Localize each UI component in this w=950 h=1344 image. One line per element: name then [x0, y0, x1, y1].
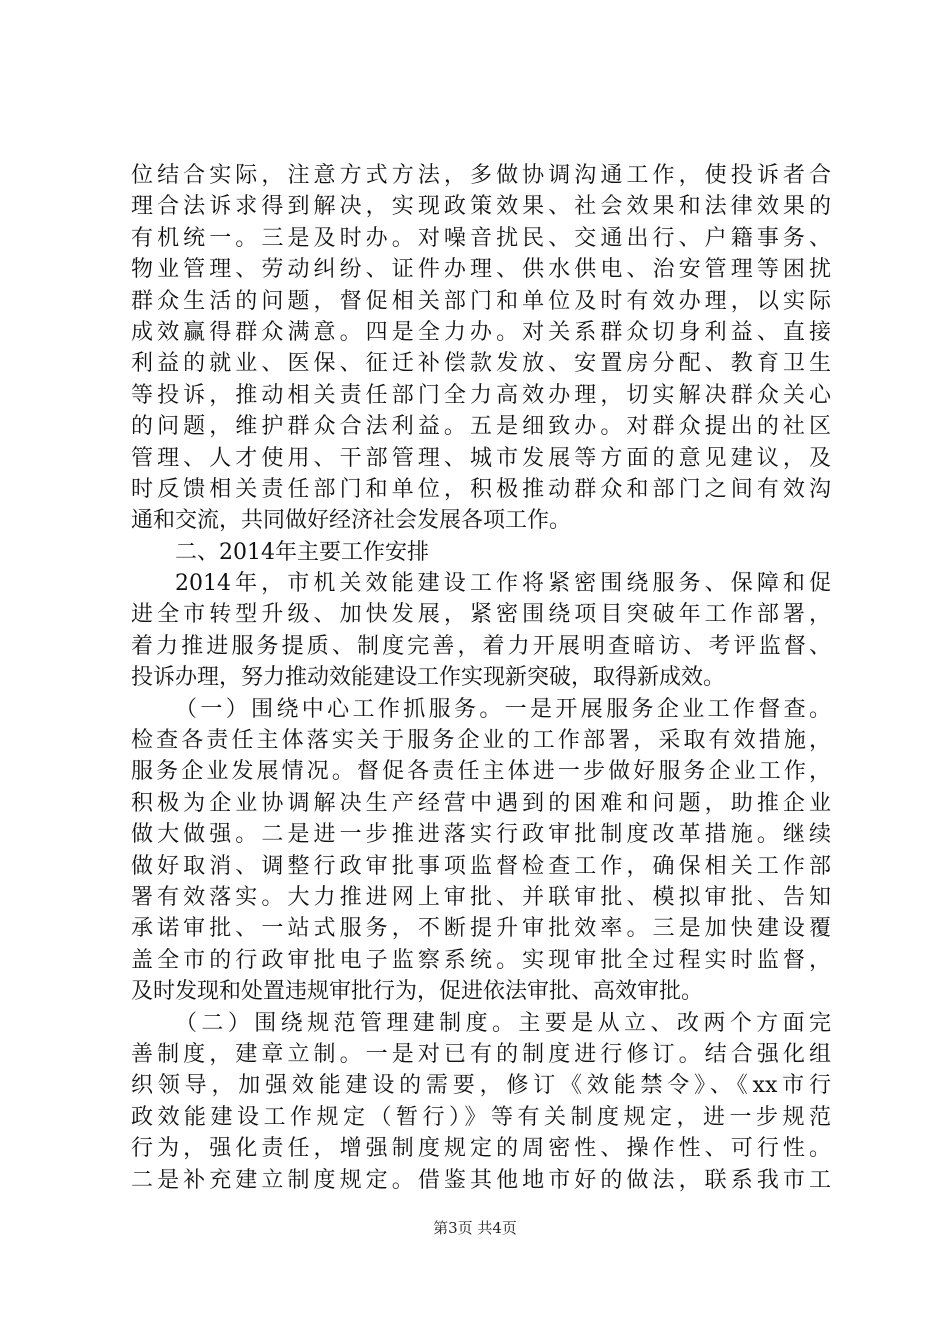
paragraph-line: 投诉办理，努力推动效能建设工作实现新突破，取得新成效。	[131, 665, 726, 691]
paragraph-line: （一）围绕中心工作抓服务。一是开展服务企业工作督查。	[175, 696, 831, 722]
paragraph-line: 着力推进服务提质、制度完善，着力开展明查暗访、考评监督、	[131, 633, 831, 659]
paragraph-line: 通和交流，共同做好经济社会发展各项工作。	[131, 508, 572, 534]
page-footer: 第3页 共4页	[433, 1219, 517, 1237]
paragraph-line: 有机统一。三是及时办。对噪音扰民、交通出行、户籍事务、	[131, 225, 831, 251]
paragraph-line: 理合法诉求得到解决，实现政策效果、社会效果和法律效果的	[131, 194, 831, 220]
paragraph-line: 做好取消、调整行政审批事项监督检查工作，确保相关工作部	[131, 853, 831, 879]
paragraph-line: 检查各责任主体落实关于服务企业的工作部署，采取有效措施，	[131, 728, 831, 754]
paragraph-line: 及时发现和处置违规审批行为，促进依法审批、高效审批。	[131, 979, 704, 1005]
paragraph-line: 管理、人才使用、干部管理、城市发展等方面的意见建议，及	[131, 445, 831, 471]
paragraph-line: 做大做强。二是进一步推进落实行政审批制度改革措施。继续	[131, 822, 831, 848]
paragraph-line: 时反馈相关责任部门和单位，积极推动群众和部门之间有效沟	[131, 476, 831, 502]
paragraph-line: 承诺审批、一站式服务，不断提升审批效率。三是加快建设覆	[131, 916, 831, 942]
paragraph-line: 积极为企业协调解决生产经营中遇到的困难和问题，助推企业	[131, 790, 831, 816]
paragraph-line: 服务企业发展情况。督促各责任主体进一步做好服务企业工作，	[131, 759, 831, 785]
paragraph-line: 位结合实际，注意方式方法，多做协调沟通工作，使投诉者合	[131, 163, 831, 188]
paragraph-line: （二）围绕规范管理建制度。主要是从立、改两个方面完	[175, 1010, 831, 1036]
paragraph-line: 行为，强化责任，增强制度规定的周密性、操作性、可行性。	[131, 1136, 831, 1162]
paragraph-line: 群众生活的问题，督促相关部门和单位及时有效办理，以实际	[131, 288, 831, 314]
document-body	[131, 160, 831, 1196]
paragraph-line: 成效赢得群众满意。四是全力办。对关系群众切身利益、直接	[131, 319, 831, 345]
paragraph-line: 善制度，建章立制。一是对已有的制度进行修订。结合强化组	[131, 1041, 831, 1067]
paragraph-line: 二是补充建立制度规定。借鉴其他地市好的做法，联系我市工	[131, 1167, 831, 1193]
paragraph-line: 署有效落实。大力推进网上审批、并联审批、模拟审批、告知	[131, 884, 831, 910]
paragraph-line: 的问题，维护群众合法利益。五是细致办。对群众提出的社区	[131, 414, 831, 440]
paragraph-line: 物业管理、劳动纠纷、证件办理、供水供电、治安管理等困扰	[131, 257, 831, 283]
paragraph-line: 等投诉，推动相关责任部门全力高效办理，切实解决群众关心	[131, 382, 831, 408]
paragraph-line: 进全市转型升级、加快发展，紧密围绕项目突破年工作部署，	[131, 602, 831, 628]
paragraph-line: 政效能建设工作规定（暂行）》等有关制度规定，进一步规范	[131, 1104, 831, 1130]
paragraph-line: 利益的就业、医保、征迁补偿款发放、安置房分配、教育卫生	[131, 351, 831, 377]
section-heading: 二、2014年主要工作安排	[175, 539, 429, 565]
paragraph-line: 盖全市的行政审批电子监察系统。实现审批全过程实时监督，	[131, 947, 831, 973]
paragraph-line: 2014年，市机关效能建设工作将紧密围绕服务、保障和促	[175, 571, 831, 597]
paragraph-line: 织领导，加强效能建设的需要，修订《效能禁令》、《xx市行	[131, 1073, 831, 1099]
